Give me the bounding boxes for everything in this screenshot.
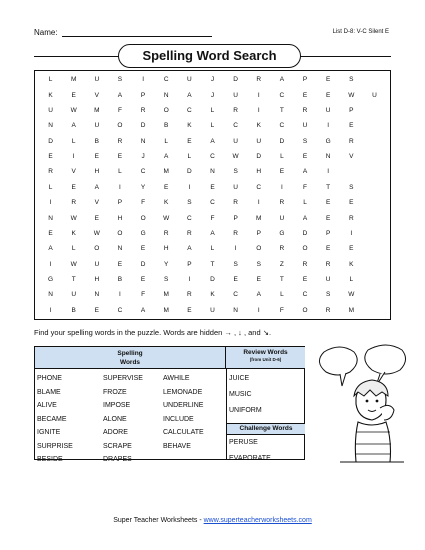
grid-letter[interactable] [363, 303, 386, 318]
grid-letter[interactable]: M [70, 76, 77, 84]
grid-letter[interactable]: W [70, 214, 77, 222]
grid-letter[interactable]: E [48, 153, 53, 161]
word-list-item: BESIDE [37, 456, 63, 463]
grid-letter[interactable]: N [325, 153, 331, 161]
grid-letter[interactable]: L [187, 153, 192, 161]
grid-letter[interactable]: L [71, 245, 76, 253]
grid-letter[interactable]: H [256, 168, 262, 176]
grid-letter[interactable]: E [256, 276, 261, 284]
grid-letter[interactable]: N [163, 91, 169, 99]
grid-letter[interactable]: U [279, 214, 285, 222]
grid-letter[interactable]: N [94, 291, 100, 299]
word-list-item: LEMONADE [163, 388, 203, 396]
grid-letter[interactable]: A [187, 245, 192, 253]
grid-letter[interactable]: E [140, 245, 146, 253]
grid-letter[interactable]: I [49, 199, 52, 207]
word-list-item: EVAPORATE [229, 455, 271, 462]
word-list-item: FROZE [103, 388, 127, 396]
grid-letter[interactable]: E [233, 276, 238, 284]
grid-letter[interactable]: D [48, 137, 53, 145]
grid-letter[interactable]: L [210, 122, 215, 130]
review-header-sub: (from Unit D-6) [249, 357, 282, 362]
grid-letter[interactable]: K [210, 291, 215, 299]
grid-letter[interactable]: V [94, 199, 99, 207]
grid-letter[interactable]: M [94, 106, 100, 114]
grid-letter[interactable]: P [117, 199, 123, 207]
grid-letter[interactable]: U [372, 91, 377, 99]
grid-letter[interactable]: B [71, 306, 76, 314]
grid-letter[interactable]: D [256, 153, 262, 161]
grid-letter[interactable]: C [210, 153, 215, 161]
grid-letter[interactable] [363, 241, 386, 256]
word-list-item: SURPRISE [37, 442, 73, 450]
grid-letter[interactable]: E [140, 276, 146, 284]
grid-letter[interactable]: R [233, 229, 238, 237]
grid-letter[interactable]: Y [164, 260, 169, 268]
grid-letter[interactable]: E [325, 91, 331, 99]
grid-letter[interactable]: J [141, 153, 145, 161]
grid-letter[interactable] [363, 210, 386, 225]
grid-letter[interactable]: P [187, 260, 192, 268]
grid-letter[interactable]: O [140, 214, 146, 222]
grid-letter[interactable]: K [349, 260, 354, 268]
word-list-item: ADORE [103, 429, 128, 436]
grid-letter[interactable]: N [233, 306, 238, 314]
grid-letter[interactable]: I [257, 306, 260, 314]
grid-letter[interactable]: C [302, 291, 308, 299]
grid-letter[interactable]: V [94, 91, 99, 99]
grid-letter[interactable]: E [117, 260, 123, 268]
grid-letter[interactable]: H [163, 245, 169, 253]
boy-thinking-illustration [310, 344, 410, 468]
grid-letter[interactable]: E [94, 306, 99, 314]
grid-letter[interactable]: S [233, 168, 238, 176]
grid-letter[interactable]: A [71, 122, 76, 130]
grid-letter[interactable]: E [349, 199, 354, 207]
grid-letter[interactable]: B [94, 137, 99, 145]
grid-letter[interactable] [363, 164, 386, 179]
grid-letter[interactable]: O [163, 106, 169, 114]
grid-letter[interactable]: J [210, 76, 215, 84]
grid-letter[interactable]: W [70, 106, 77, 114]
grid-letter[interactable]: I [257, 199, 260, 207]
grid-letter[interactable]: L [210, 245, 215, 253]
grid-letter[interactable]: N [48, 122, 53, 130]
grid-letter[interactable]: T [326, 183, 331, 191]
grid-letter[interactable]: F [117, 106, 122, 114]
word-list-item: BEHAVE [163, 442, 191, 450]
word-list-item: INCLUDE [163, 415, 194, 423]
grid-letter[interactable]: A [302, 168, 308, 176]
grid-letter[interactable]: E [302, 276, 308, 284]
grid-letter[interactable]: R [348, 214, 354, 222]
grid-letter[interactable]: A [140, 306, 146, 314]
grid-letter[interactable]: C [233, 122, 238, 130]
grid-letter[interactable]: A [164, 153, 169, 161]
grid-letter[interactable]: N [210, 168, 215, 176]
page-title: Spelling Word Search [118, 44, 301, 68]
word-list-item: PHONE [37, 375, 62, 382]
grid-letter[interactable]: O [94, 245, 100, 253]
word-bank-table [34, 346, 305, 463]
grid-letter[interactable]: I [188, 183, 191, 191]
grid-letter[interactable]: A [210, 137, 215, 145]
review-header-title: Review Words [243, 349, 288, 356]
grid-letter[interactable]: L [303, 199, 307, 207]
grid-letter[interactable]: H [94, 168, 100, 176]
grid-letter[interactable]: U [325, 106, 331, 114]
grid-letter[interactable]: B [164, 122, 169, 130]
grid-letter[interactable]: U [256, 137, 262, 145]
grid-letter[interactable]: F [141, 199, 146, 207]
word-list-item: BLAME [37, 388, 61, 396]
grid-letter[interactable]: E [117, 153, 123, 161]
grid-letter[interactable]: Y [140, 183, 146, 191]
grid-letter[interactable]: R [233, 106, 238, 114]
grid-letter[interactable]: C [256, 183, 262, 191]
grid-letter[interactable]: M [256, 214, 262, 222]
grid-letter[interactable]: R [256, 76, 262, 84]
grid-letter[interactable]: R [279, 199, 285, 207]
grid-letter[interactable]: O [117, 229, 123, 237]
grid-letter[interactable]: U [187, 76, 192, 84]
grid-letter[interactable] [363, 272, 386, 287]
grid-letter[interactable]: K [48, 91, 53, 99]
grid-letter[interactable]: P [325, 229, 331, 237]
grid-letter[interactable]: G [279, 229, 285, 237]
grid-letter[interactable]: T [279, 106, 284, 114]
name-label: Name: [34, 28, 58, 37]
grid-letter[interactable]: I [119, 291, 121, 299]
grid-letter[interactable]: S [302, 137, 308, 145]
grid-letter[interactable]: U [302, 122, 308, 130]
grid-letter[interactable]: V [71, 168, 76, 176]
grid-letter[interactable]: W [348, 91, 355, 99]
word-list-item: IGNITE [37, 429, 61, 436]
grid-letter[interactable]: R [302, 106, 308, 114]
grid-letter[interactable]: R [302, 260, 308, 268]
grid-letter[interactable]: I [72, 153, 75, 161]
grid-letter[interactable]: A [94, 183, 99, 191]
grid-letter[interactable]: V [349, 153, 354, 161]
table-divider [226, 369, 227, 460]
review-words-header [226, 347, 305, 369]
grid-letter[interactable]: T [71, 276, 76, 284]
grid-letter[interactable]: A [210, 229, 215, 237]
grid-letter[interactable]: S [256, 260, 261, 268]
grid-letter[interactable]: L [71, 137, 76, 145]
grid-letter[interactable]: U [48, 106, 53, 114]
grid-letter[interactable] [363, 103, 386, 118]
instructions: Find your spelling words in the puzzle. Words are hidden → , ↓ , and ↘. [34, 328, 272, 337]
spelling-header-line1: Spelling [117, 350, 143, 357]
word-list-item: ALIVE [37, 402, 57, 409]
grid-letter[interactable]: I [234, 245, 237, 253]
grid-letter[interactable]: N [48, 291, 53, 299]
grid-letter[interactable]: F [303, 183, 308, 191]
grid-letter[interactable] [363, 134, 386, 149]
grid-letter[interactable]: R [233, 199, 238, 207]
grid-letter[interactable]: D [279, 137, 285, 145]
grid-letter[interactable]: M [163, 168, 169, 176]
grid-letter[interactable]: O [302, 245, 308, 253]
grid-letter[interactable]: E [71, 91, 76, 99]
grid-letter[interactable]: W [232, 153, 239, 161]
grid-letter[interactable]: C [233, 291, 238, 299]
grid-letter[interactable]: R [348, 137, 354, 145]
grid-letter[interactable]: D [233, 76, 238, 84]
grid-letter[interactable]: B [117, 276, 123, 284]
grid-letter[interactable]: U [94, 260, 100, 268]
grid-letter[interactable]: C [279, 91, 285, 99]
grid-letter[interactable] [363, 72, 386, 87]
grid-letter[interactable]: G [140, 229, 146, 237]
grid-letter[interactable]: M [163, 306, 169, 314]
word-list-item: UNDERLINE [163, 402, 204, 409]
word-list-item: PERUSE [229, 439, 258, 446]
grid-letter[interactable]: E [187, 306, 192, 314]
grid-letter[interactable]: E [349, 245, 354, 253]
grid-letter[interactable]: O [302, 306, 308, 314]
grid-letter[interactable]: P [349, 106, 354, 114]
grid-letter[interactable]: N [48, 214, 53, 222]
grid-letter[interactable]: U [94, 76, 100, 84]
grid-letter[interactable]: T [279, 276, 284, 284]
grid-letter[interactable]: I [119, 183, 121, 191]
grid-letter[interactable]: U [71, 291, 77, 299]
grid-letter[interactable]: R [71, 199, 77, 207]
grid-letter[interactable]: A [256, 291, 261, 299]
spelling-header-line2: Words [119, 359, 141, 366]
word-list-item: SCRAPE [103, 442, 132, 450]
footer-text: Super Teacher Worksheets - [113, 517, 204, 524]
grid-letter[interactable] [340, 164, 363, 179]
grid-letter[interactable]: D [140, 260, 146, 268]
grid-letter[interactable]: W [93, 229, 100, 237]
name-field[interactable] [34, 28, 212, 37]
grid-letter[interactable]: K [256, 122, 261, 130]
word-list-item: MUSIC [229, 391, 252, 398]
grid-letter[interactable]: R [163, 229, 169, 237]
word-list-item: IMPOSE [103, 402, 131, 409]
word-list-item: JUICE [229, 375, 250, 382]
word-list-item: SUPERVISE [103, 375, 143, 382]
grid-letter[interactable]: P [256, 229, 261, 237]
grid-letter[interactable]: F [141, 291, 146, 299]
grid-letter[interactable]: K [187, 122, 192, 130]
grid-letter[interactable]: A [117, 91, 123, 99]
grid-letter[interactable]: W [70, 260, 77, 268]
grid-letter[interactable]: A [279, 76, 285, 84]
grid-letter[interactable]: R [279, 245, 285, 253]
grid-letter[interactable]: N [117, 245, 123, 253]
grid-letter[interactable]: I [257, 91, 260, 99]
grid-letter[interactable]: L [48, 183, 53, 191]
word-list-item: ALONE [103, 415, 127, 423]
grid-letter[interactable]: I [142, 76, 144, 84]
grid-letter[interactable]: D [210, 276, 215, 284]
grid-letter[interactable]: U [233, 137, 238, 145]
grid-letter[interactable]: E [94, 214, 99, 222]
grid-letter[interactable]: S [187, 199, 192, 207]
name-line[interactable] [62, 29, 212, 37]
grid-letter[interactable]: E [302, 153, 308, 161]
grid-letter[interactable]: L [210, 106, 215, 114]
grid-letter[interactable]: A [187, 91, 192, 99]
grid-letter[interactable]: F [279, 306, 284, 314]
grid-letter[interactable]: S [117, 76, 123, 84]
grid-letter[interactable]: O [117, 122, 123, 130]
grid-letter[interactable]: C [117, 306, 123, 314]
grid-letter[interactable]: C [187, 214, 192, 222]
grid-letter[interactable]: D [140, 122, 146, 130]
grid-letter[interactable]: U [233, 91, 238, 99]
grid-letter[interactable] [363, 287, 386, 302]
grid-letter[interactable]: S [325, 291, 331, 299]
grid-letter[interactable]: I [49, 306, 52, 314]
grid-letter[interactable]: E [71, 183, 76, 191]
grid-letter[interactable]: G [48, 276, 54, 284]
grid-letter[interactable]: I [188, 276, 191, 284]
grid-letter[interactable]: C [163, 76, 169, 84]
grid-letter[interactable]: T [210, 260, 215, 268]
footer [0, 517, 425, 524]
grid-letter[interactable] [363, 257, 386, 272]
grid-letter[interactable]: E [279, 168, 285, 176]
challenge-words-header: Challenge Words [227, 423, 305, 435]
word-search-grid[interactable] [34, 70, 391, 320]
grid-letter[interactable]: E [210, 183, 215, 191]
grid-letter[interactable]: I [49, 260, 52, 268]
grid-letter[interactable]: P [302, 76, 308, 84]
grid-letter[interactable]: J [210, 91, 215, 99]
word-list-item: CALCULATE [163, 429, 204, 436]
grid-letter[interactable]: U [325, 276, 331, 284]
word-list-item: BECAME [37, 415, 67, 423]
grid-letter[interactable] [363, 195, 386, 210]
grid-letter[interactable]: E [48, 229, 53, 237]
grid-letter[interactable] [363, 180, 386, 195]
footer-link[interactable]: www.superteacherworksheets.com [203, 517, 312, 524]
grid-letter[interactable]: I [280, 183, 283, 191]
grid-letter[interactable]: S [349, 183, 354, 191]
grid-letter[interactable]: E [302, 91, 308, 99]
spelling-words-header [35, 347, 226, 369]
grid-letter[interactable]: I [327, 168, 330, 176]
word-list-item: DRAPES [103, 456, 132, 463]
grid-letter[interactable]: H [94, 276, 100, 284]
grid-letter[interactable]: L [48, 76, 53, 84]
grid-letter[interactable]: A [48, 245, 53, 253]
grid-letter[interactable]: R [187, 291, 192, 299]
grid-letter[interactable]: H [117, 214, 123, 222]
grid-letter[interactable]: O [256, 245, 262, 253]
grid-letter[interactable]: D [302, 229, 308, 237]
grid-letter[interactable]: R [187, 229, 192, 237]
grid-letter[interactable] [363, 149, 386, 164]
grid-letter[interactable]: N [140, 137, 146, 145]
grid-letter[interactable]: S [349, 76, 354, 84]
grid-letter[interactable]: K [71, 229, 76, 237]
grid-letter[interactable]: U [210, 306, 215, 314]
grid-letter[interactable]: G [325, 137, 331, 145]
grid-letter[interactable]: C [210, 199, 215, 207]
grid-letter[interactable]: A [302, 214, 308, 222]
list-label: List D-8: V-C Silent E [332, 29, 389, 35]
grid-letter[interactable]: C [187, 106, 192, 114]
grid-letter[interactable] [363, 118, 386, 133]
grid-letter[interactable]: W [348, 291, 355, 299]
grid-letter[interactable]: R [140, 106, 146, 114]
word-list-item: AWHILE [163, 375, 190, 382]
grid-letter[interactable]: L [164, 137, 169, 145]
grid-letter[interactable]: I [350, 229, 353, 237]
grid-letter[interactable]: I [327, 122, 330, 130]
grid-letter[interactable]: P [140, 91, 146, 99]
grid-letter[interactable]: R [117, 137, 123, 145]
word-list-item: UNIFORM [229, 407, 262, 414]
grid-letter[interactable]: L [349, 276, 354, 284]
grid-letter[interactable]: L [280, 291, 284, 299]
grid-letter[interactable]: E [325, 76, 331, 84]
grid-letter[interactable]: K [164, 199, 169, 207]
grid-letter[interactable]: E [164, 183, 169, 191]
grid-letter[interactable]: M [348, 306, 354, 314]
grid-letter[interactable]: E [325, 199, 331, 207]
grid-letter[interactable]: W [163, 214, 170, 222]
grid-letter[interactable]: C [279, 122, 285, 130]
grid-letter[interactable]: Z [279, 260, 284, 268]
grid-letter[interactable]: M [163, 291, 169, 299]
grid-letter[interactable]: E [349, 122, 354, 130]
grid-letter[interactable]: R [48, 168, 53, 176]
grid-letter[interactable]: R [325, 260, 331, 268]
grid-letter[interactable]: C [140, 168, 146, 176]
grid-letter[interactable]: R [325, 306, 331, 314]
grid-letter[interactable]: U [94, 122, 100, 130]
grid-letter[interactable]: S [233, 260, 238, 268]
grid-letter[interactable]: E [187, 137, 192, 145]
grid-letter[interactable]: F [210, 214, 215, 222]
grid-letter[interactable]: L [280, 153, 284, 161]
grid-letter[interactable]: S [164, 276, 169, 284]
grid-letter[interactable]: I [257, 106, 260, 114]
grid-letter[interactable]: U [233, 183, 238, 191]
grid-letter[interactable]: P [233, 214, 238, 222]
grid-letter[interactable] [363, 226, 386, 241]
grid-letter[interactable]: E [325, 245, 331, 253]
grid-letter[interactable]: L [118, 168, 122, 176]
grid-letter[interactable]: E [94, 153, 99, 161]
grid-letter[interactable]: E [325, 214, 331, 222]
grid-letter[interactable]: D [187, 168, 192, 176]
